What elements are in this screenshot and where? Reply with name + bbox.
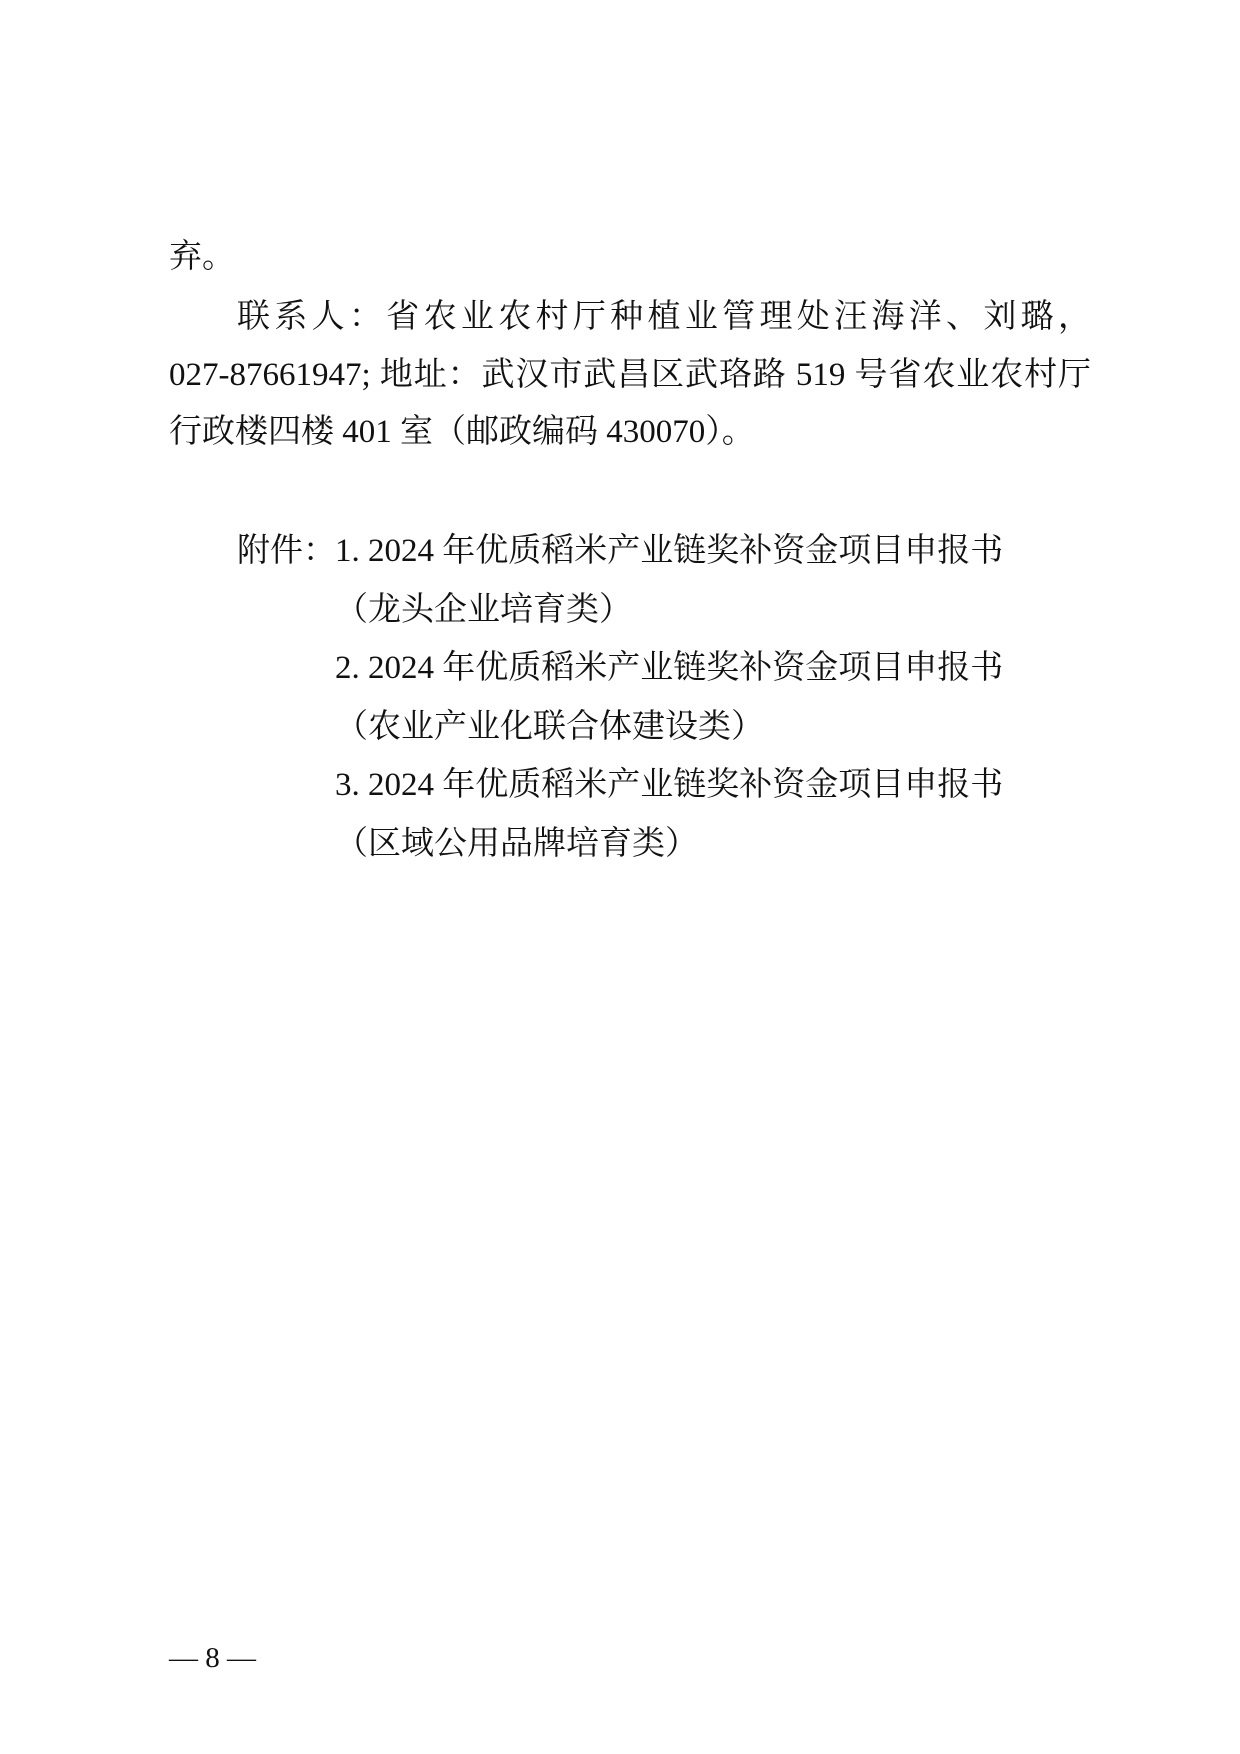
contact-line-3: 行政楼四楼 401 室（邮政编码 430070）。 — [169, 414, 755, 450]
attachment-category: （区域公用品牌培育类） — [335, 826, 698, 862]
contact-line-1: 联系人：省农业农村厅种植业管理处汪海洋、刘璐， — [237, 299, 1091, 335]
previous-paragraph-continuation: 弃。 — [169, 239, 235, 275]
attachment-title: 1. 2024 年优质稻米产业链奖补资金项目申报书 — [335, 533, 1004, 569]
attachment-category: （农业产业化联合体建设类） — [335, 709, 764, 745]
attachment-category: （龙头企业培育类） — [335, 592, 632, 628]
page-number: — 8 — — [169, 1642, 256, 1674]
contact-line-2: 027-87661947; 地址：武汉市武昌区武珞路 519 号省农业农村厅 — [169, 357, 1091, 393]
attachments-label: 附件： — [237, 533, 336, 569]
attachment-title: 2. 2024 年优质稻米产业链奖补资金项目申报书 — [335, 650, 1004, 686]
attachment-title: 3. 2024 年优质稻米产业链奖补资金项目申报书 — [335, 767, 1004, 803]
